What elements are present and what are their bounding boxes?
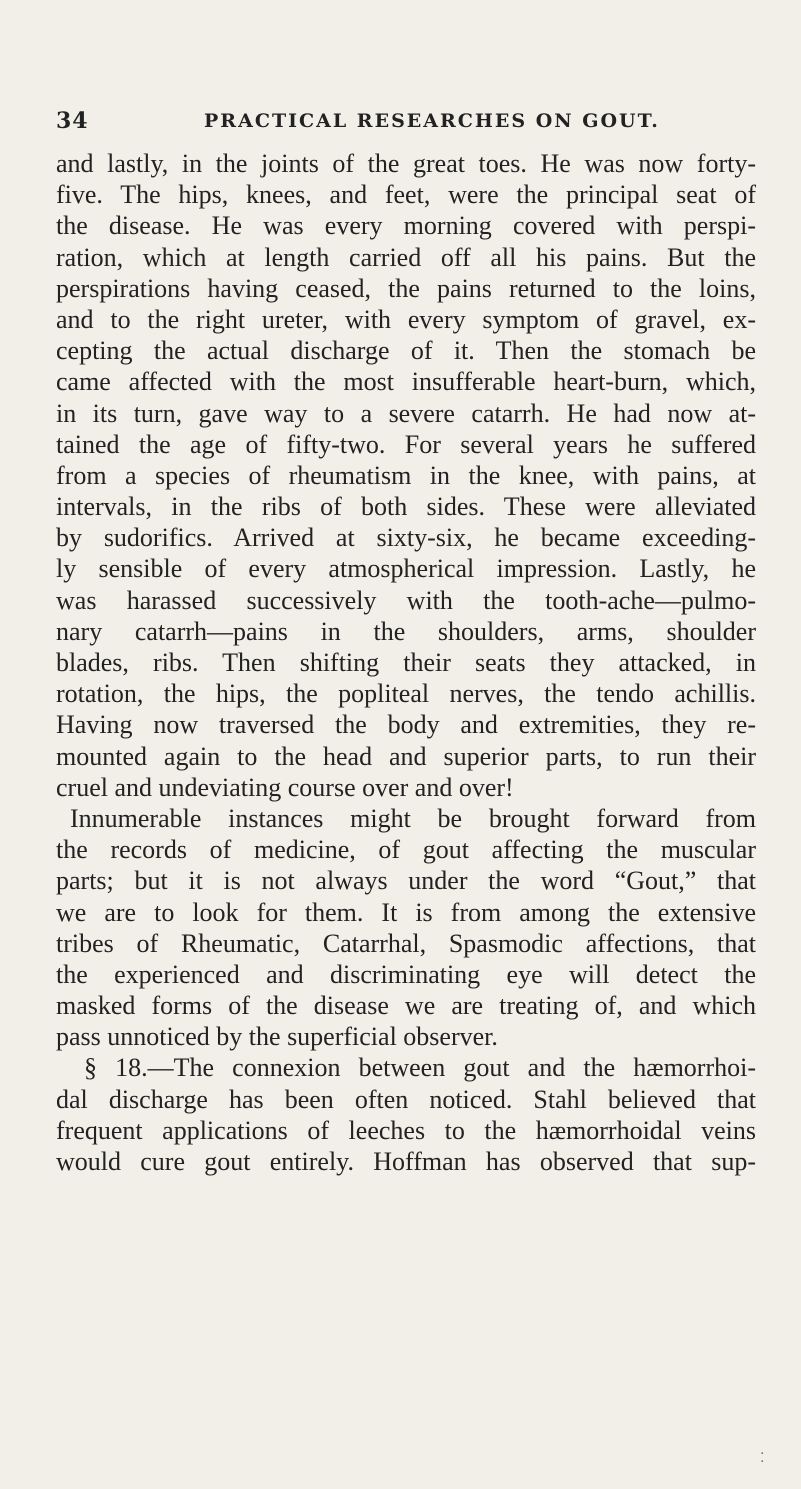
text-line: Innumerable instances might be brought forward from [70, 803, 756, 833]
text-line: came affected with the most insufferable heart-burn, which, [56, 367, 756, 397]
text-line: ration, which at length carried off all his pains. But the [56, 242, 756, 272]
text-line: mounted again to the head and superior parts, to run their [56, 741, 756, 771]
running-head [56, 108, 754, 144]
text-line: the experienced and discriminating eye will detect the [56, 959, 756, 989]
paper-speck: · · [760, 1446, 765, 1470]
text-line: tribes of Rheumatic, Catarrhal, Spasmodic affections, that [56, 928, 756, 958]
text-line: tained the age of fifty-two. For several years he suffered [56, 429, 756, 459]
text-line: we are to look for them. It is from among the extensive [56, 897, 756, 927]
text-line: would cure gout entirely. Hoffman has observed that sup- [56, 1147, 756, 1176]
body-text [56, 148, 756, 1177]
text-line: masked forms of the disease we are treating of, and which [56, 991, 756, 1021]
text-line: cruel and undeviating course over and over! [56, 772, 514, 802]
text-line: rotation, the hips, the popliteal nerves, the tendo achillis. [56, 679, 756, 709]
text-line: § 18.—The connexion between gout and the hæmorrhoi- [84, 1053, 756, 1083]
text-line: cepting the actual discharge of it. Then the stomach be [56, 336, 756, 366]
text-line: intervals, in the ribs of both sides. These were alleviated [56, 492, 756, 522]
text-line: dal discharge has been often noticed. Stahl believed that [56, 1084, 756, 1114]
text-line: parts; but it is not always under the word “Gout,” that [56, 866, 756, 896]
text-line: and to the right ureter, with every symptom of gravel, ex- [56, 304, 756, 334]
text-line: pass unnoticed by the superficial observer. [56, 1022, 498, 1052]
text-line: frequent applications of leeches to the hæmorrhoidal veins [56, 1115, 756, 1145]
text-line: the records of medicine, of gout affecting the muscular [56, 835, 756, 865]
text-line: nary catarrh—pains in the shoulders, arms, shoulder [56, 616, 756, 646]
text-line: from a species of rheumatism in the knee, with pains, at [56, 460, 756, 490]
page-number: 34 [56, 108, 89, 134]
running-title: PRACTICAL RESEARCHES ON GOUT. [204, 110, 660, 132]
text-line: and lastly, in the joints of the great toes. He was now forty- [56, 149, 756, 178]
text-line: the disease. He was every morning covered with perspi- [56, 211, 756, 241]
text-line: by sudorifics. Arrived at sixty-six, he became exceeding- [56, 523, 756, 553]
text-line: in its turn, gave way to a severe catarrh. He had now at- [56, 398, 756, 428]
text-line: ly sensible of every atmospherical impression. Lastly, he [56, 554, 756, 584]
text-line: blades, ribs. Then shifting their seats they attacked, in [56, 648, 756, 677]
text-line: five. The hips, knees, and feet, were the principal seat of [56, 180, 756, 210]
text-line: was harassed successively with the tooth-ache—pulmo- [56, 585, 756, 615]
text-line: perspirations having ceased, the pains returned to the loins, [56, 273, 756, 303]
text-line: Having now traversed the body and extremities, they re- [56, 710, 756, 740]
